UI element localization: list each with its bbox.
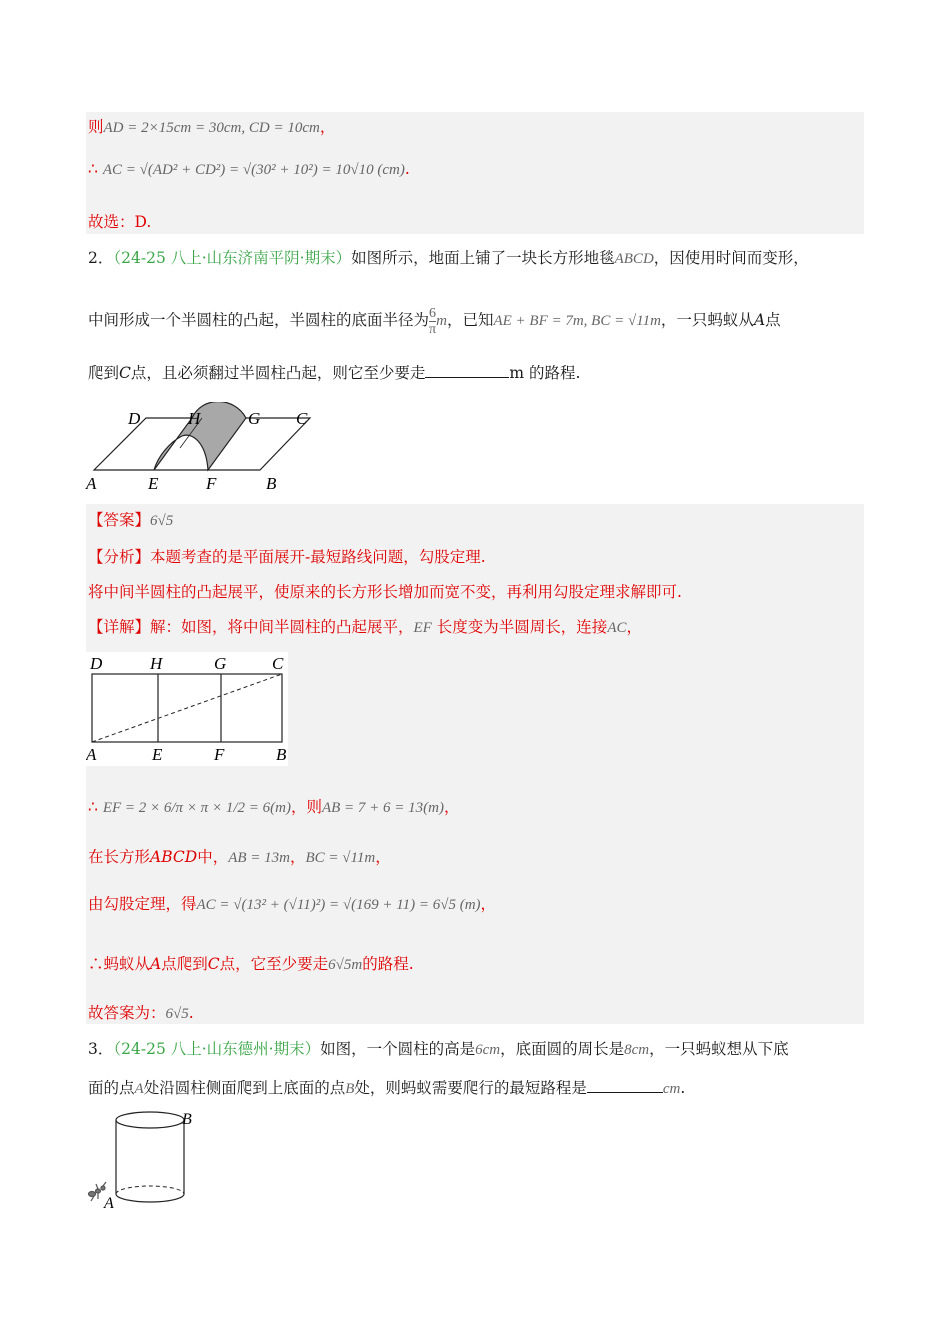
q2-analysis-line2: 将中间半圆柱的凸起展平，使原来的长方形长增加而宽不变，再利用勾股定理求解即可.	[88, 583, 682, 601]
q2-stem-line3: 爬到C点，且必须翻过半圆柱凸起，则它至少要走 m 的路程.	[88, 364, 581, 382]
q2-analysis-line: 【分析】本题考查的是平面展开-最短路线问题，勾股定理.	[88, 548, 486, 566]
q3-answer-blank[interactable]	[587, 1077, 663, 1093]
fig1-label-B: B	[266, 474, 277, 493]
fig3-label-B: B	[182, 1111, 192, 1128]
fig1-label-H: H	[188, 409, 201, 428]
q2-carpet-figure	[84, 402, 324, 494]
q2-stem-line2: 中间形成一个半圆柱的凸起，半圆柱的底面半径为 $\frac{6}{\pi}$ m，已知AE + BF = 7m, BC = √11m，一只蚂蚁从A点	[88, 306, 781, 338]
q2-stem-line1: 2．（24-25 八上·山东济南平阴·期末）如图所示，地面上铺了一块长方形地毯ABCD，因使用时间而变形，	[88, 249, 809, 267]
q1-step-math: AD = 2×15cm = 30cm, CD = 10cm	[103, 120, 320, 136]
fig3-label-A: A	[104, 1195, 114, 1212]
q3-stem-line1: 3．（24-25 八上·山东德州·期末）如图，一个圆柱的高是6cm，底面圆的周长是8cm，一只蚂蚁想从下底	[88, 1040, 789, 1058]
fig2-label-G: G	[214, 654, 227, 673]
q2-step1: ∴ EF = 2 × 6/π × π × 1/2 = 6(m)，则AB = 7 + 6 = 13(m)，	[88, 798, 460, 816]
q2-step2: 在长方形ABCD中，AB = 13m，BC = √11m，	[88, 848, 391, 866]
q1-step-line: 则AD = 2×15cm = 30cm, CD = 10cm，	[88, 118, 336, 136]
fig2-label-D: D	[90, 654, 103, 673]
q2-final-answer: 故答案为：6√5.	[88, 1004, 194, 1022]
fig2-label-E: E	[152, 745, 163, 764]
q1-result-math: AC = √(AD² + CD²) = √(30² + 10²) = 10√10 (cm)	[102, 162, 405, 178]
q1-answer: 故选：D.	[88, 213, 152, 231]
fig2-label-H: H	[150, 654, 163, 673]
fig1-label-C: C	[296, 409, 308, 428]
q2-answer-blank[interactable]	[425, 362, 509, 378]
fig2-label-B: B	[276, 745, 287, 764]
q3-stem-line2: 面的点A处沿圆柱侧面爬到上底面的点B处，则蚂蚁需要爬行的最短路程是 cm.	[88, 1079, 686, 1097]
fig1-label-F: F	[206, 474, 217, 493]
fig1-label-E: E	[148, 474, 159, 493]
q2-detail-line: 【详解】解：如图，将中间半圆柱的凸起展平，EF 长度变为半圆周长，连接AC，	[88, 618, 642, 636]
fig2-label-F: F	[214, 745, 225, 764]
fig2-label-A: A	[86, 745, 97, 764]
q2-source: （24-25 八上·山东济南平阴·期末）	[113, 249, 352, 267]
fig1-label-D: D	[128, 409, 141, 428]
q2-answer-math: 6√5	[150, 513, 174, 529]
q3-cylinder-figure	[84, 1106, 204, 1212]
q2-unfolded-figure	[86, 652, 288, 766]
q3-source: （24-25 八上·山东德州·期末）	[113, 1040, 321, 1058]
fig2-label-C: C	[272, 654, 284, 673]
fig1-label-A: A	[86, 474, 97, 493]
q2-step3: 由勾股定理，得AC = √(13² + (√11)²) = √(169 + 11) = 6√5 (m)，	[88, 895, 497, 913]
fig1-label-G: G	[248, 409, 261, 428]
q2-step4: ∴蚂蚁从A点爬到C点，它至少要走6√5m的路程.	[88, 955, 414, 973]
q1-result-line: ∴ AC = √(AD² + CD²) = √(30² + 10²) = 10√10 (cm).	[88, 160, 410, 178]
q2-answer-line: 【答案】6√5	[88, 511, 174, 529]
